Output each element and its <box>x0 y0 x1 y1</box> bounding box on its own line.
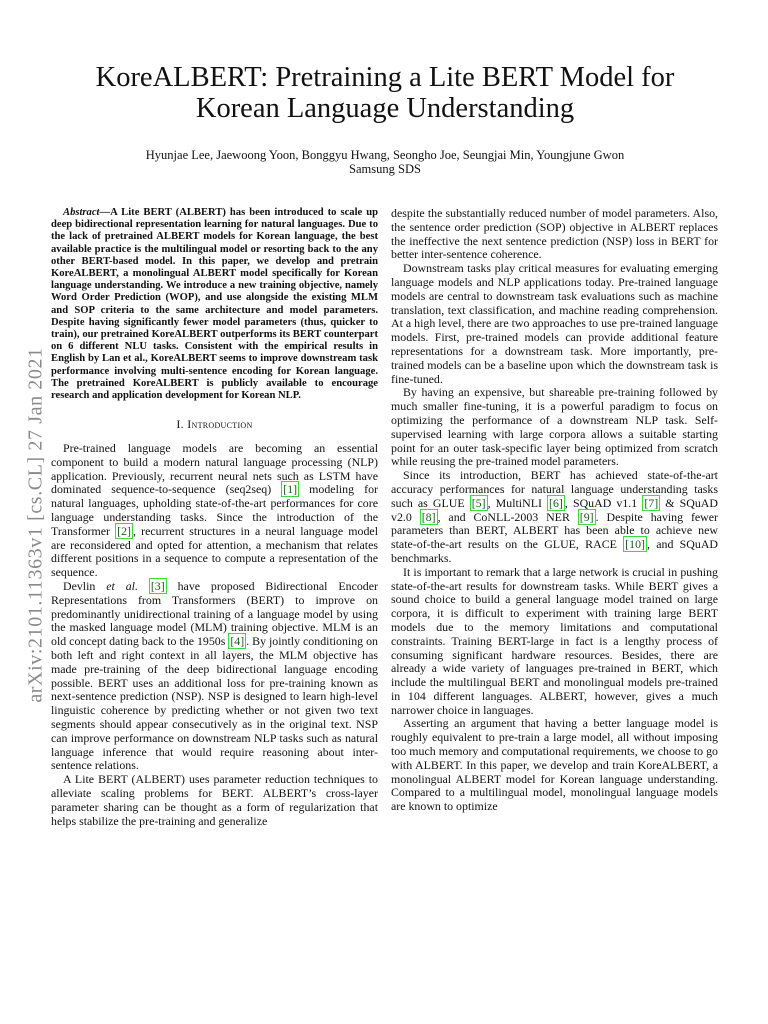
text-run: have proposed Bidirectional Encoder Representations from Transformers (BERT) to improve on predominantly unidirectional training of a language model by using the masked language model (MLM) training objective. MLM is an old concept dating back to the 1950s <box>51 579 378 649</box>
abstract <box>51 207 378 402</box>
text-run: , SQuAD v1.1 <box>564 495 643 510</box>
text-run: Pre-trained language models are becoming an essential component to build a modern natural language processing (NLP) application. Previously, recurrent neural nets such as LSTM have dominated sequence-to-sequence (seq2seq) <box>51 441 378 497</box>
citation-link[interactable]: [2] <box>117 523 132 538</box>
intro-paragraph-6: By having an expensive, but shareable pre-training followed by much smaller fine-tuning, it is a powerful paradigm to focus on optimizing the performance of a downstream NLP task. Self-supervised learning with large corpora allows a suitable starting point for an outer task-specific layer being optimized from scratch while reusing the pre-trained model parameters. <box>391 385 718 469</box>
citation-link[interactable]: [7] <box>644 495 659 510</box>
text-run: & SQuAD v2.0 <box>391 495 718 524</box>
text-run: , and SQuAD benchmarks. <box>391 537 719 565</box>
text-run: et al. <box>106 579 138 594</box>
section-number: I. <box>176 417 188 432</box>
citation-link[interactable]: [4] <box>230 634 245 649</box>
citation-link[interactable]: [8] <box>421 509 436 524</box>
citation-link[interactable]: [10] <box>625 537 645 552</box>
text-run: Devlin <box>63 579 107 594</box>
text-run: , and CoNLL-2003 NER <box>437 509 578 524</box>
intro-paragraph-9: Asserting an argument that having a better language model is roughly equivalent to pre-train a large model, all without imposing too much memory and computational requirements, we choose to go with ALBERT. In this paper, we develop and train KoreALBERT, a monolingual ALBERT model for Korean language understanding. Compared to a multilingual model, monolingual language models are known to optimize <box>391 716 718 814</box>
right-column <box>391 207 718 814</box>
citation-link[interactable]: [6] <box>549 495 563 510</box>
paper-title <box>60 62 710 124</box>
abstract-label: Abstract <box>63 207 100 218</box>
section-heading-introduction <box>51 418 378 432</box>
intro-paragraph-1 <box>51 442 378 580</box>
intro-paragraph-2 <box>51 580 378 773</box>
abstract-text: —A Lite BERT (ALBERT) has been introduced to scale up deep bidirectional representation learning for natural languages. Due to the lack of pretrained ALBERT models for Korean language, the best available practice is the multilingual model or resorting back to the any other BERT-based model. In this paper, we develop and pretrain KoreALBERT, a monolingual ALBERT model specifically for Korean language understanding. We introduce a new training objective, namely Word Order Prediction (WOP), and use alongside the existing MLM and SOP criteria to the same architecture and model parameters. Despite having significantly fewer model parameters (thus, quicker to train), our pretrained KoreALBERT outperforms its BERT counterpart on 6 different NLU tasks. Consistent with the empirical results in English by Lan et al., KoreALBERT seems to improve downstream task performance involving multi-sentence encoding for Korean language. The pretrained KoreALBERT is publicly available to encourage research and application development for Korean NLP. <box>51 207 378 402</box>
citation-link[interactable]: [1] <box>283 482 298 497</box>
arxiv-identifier: arXiv:2101.11363v1 [cs.CL] 27 Jan 2021 <box>24 347 47 703</box>
affiliation: Samsung SDS <box>349 162 421 176</box>
left-column <box>51 207 378 828</box>
citation-link[interactable]: [3] <box>150 579 165 594</box>
citation-link[interactable]: [5] <box>471 495 486 510</box>
citation-link[interactable]: [9] <box>579 509 594 524</box>
text-run: . Despite having fewer parameters than BERT, ALBERT has been able to achieve new state-of-the-art results on the GLUE, RACE <box>391 509 719 552</box>
text-run: modeling for natural languages, upholding state-of-the-art performances for core language understanding tasks. Since the introduction of the Transformer <box>51 482 378 538</box>
author-list: Hyunjae Lee, Jaewoong Yoon, Bonggyu Hwang, Seongho Joe, Seungjai Min, Youngjune Gwon <box>145 148 625 162</box>
text-run: Since its introduction, BERT has achieved state-of-the-art accuracy performances for natural language understanding tasks such as GLUE <box>391 468 718 510</box>
text-run: . By jointly conditioning on both left and right context in all layers, the MLM objective has made pre-training of the deep bidirectional language encoding possible. BERT uses an additional loss for pre-training known as next-sentence prediction (NSP). NSP is designed to learn high-level linguistic coherence by predicting whether or not given two text segments should appear consecutively as in the original text. NSP can improve performance on downstream NLP tasks such as natural language inference that would require reasoning about inter-sentence relations. <box>51 634 378 773</box>
title-line-1: KoreALBERT: Pretraining a Lite BERT Model for <box>95 62 675 93</box>
title-line-2: Korean Language Understanding <box>195 93 575 124</box>
intro-paragraph-5: Downstream tasks play critical measures for evaluating emerging language models and NLP applications today. Pre-trained language models are central to downstream task evaluations such as machine translation, text classification, and machine reading comprehension. At a high level, there are two approaches to use pre-trained language models. First, pre-trained models can provide additional feature representations for a downstream task. More importantly, pre-trained models can be a baseline upon which the downstream task is fine-tuned. <box>391 261 718 386</box>
intro-paragraph-3: A Lite BERT (ALBERT) uses parameter reduction techniques to alleviate scaling problems for BERT. ALBERT’s cross-layer parameter sharing can be thought as a form of regularization that helps stabilize the pre-training and generalize <box>51 772 378 828</box>
text-run: , MultiNLI <box>487 495 548 510</box>
text-run: , recurrent structures in a neural language model are reconsidered and opted for attention, a mechanism that relates different positions in a sequence to compute a representation of the sequence. <box>51 523 378 580</box>
arxiv-sidebar <box>23 290 49 760</box>
text-run <box>138 579 149 593</box>
intro-paragraph-4: despite the substantially reduced number of model parameters. Also, the sentence order prediction (SOP) objective in ALBERT replaces the ineffective the next sentence prediction (NSP) loss in BERT for better inter-sentence coherence. <box>391 206 718 262</box>
intro-paragraph-7 <box>391 469 718 566</box>
intro-paragraph-8: It is important to remark that a large network is crucial in pushing state-of-the-art results for downstream tasks. While BERT gives a sound choice to build a general language model trained on large corpora, it is difficult to experiment with training large BERT models due to the memory limitations and computational constraints. Training BERT-large in fact is a lengthy process of consuming significant hardware resources. Besides, there are already a wide variety of languages pre-trained in BERT, which include the multilingual BERT and monolingual models pre-trained in 104 different languages. ALBERT, however, gives a much narrower choice in languages. <box>391 564 718 717</box>
section-title: Introduction <box>187 417 253 432</box>
